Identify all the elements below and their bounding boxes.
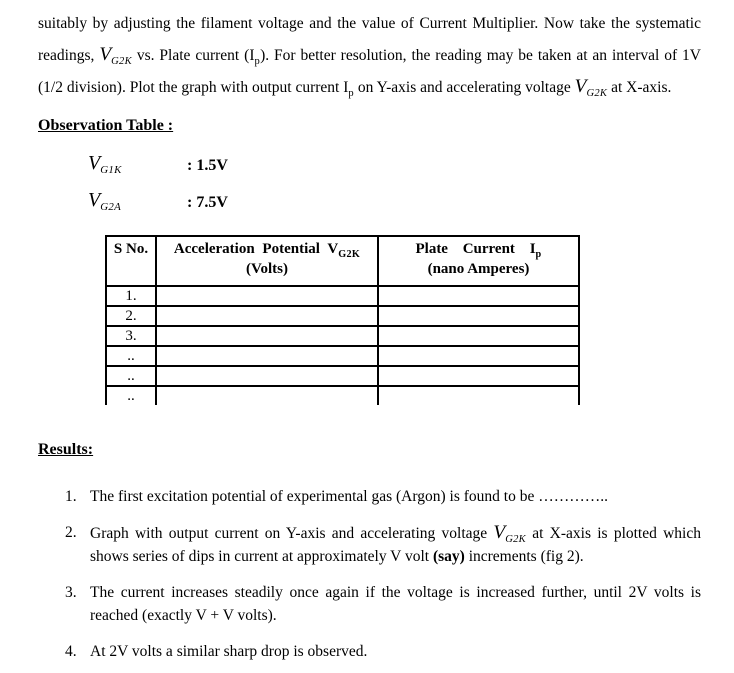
acceleration-potential-cell: [156, 366, 378, 386]
acceleration-potential-cell: [156, 286, 378, 306]
acceleration-potential-cell: [156, 386, 378, 405]
result-item-3: [38, 581, 701, 627]
col-header-sno-label: S No.: [113, 241, 149, 257]
table-row: [106, 386, 579, 405]
setting-value-vg1k: : 1.5V: [187, 157, 228, 174]
result-number: 1.: [65, 488, 77, 505]
results-heading: Results:: [38, 441, 94, 458]
acceleration-potential-cell: [156, 306, 378, 326]
settings-list: [88, 152, 228, 226]
result-text: The first excitation potential of experimental gas (Argon) is found to be …………..: [90, 488, 608, 505]
plate-current-cell: [378, 326, 579, 346]
setting-row-vg1k: [88, 152, 228, 189]
table-row: [106, 346, 579, 366]
plate-current-cell: [378, 366, 579, 386]
result-item-2: [38, 521, 701, 568]
col-header-plate-current-label: Plate Current $I_p$: [415, 241, 542, 260]
observation-table-heading: Observation Table :: [38, 117, 174, 134]
results-section: [38, 440, 701, 673]
plate-current-cell: [378, 306, 579, 326]
col-header-acceleration-potential-unit: (Volts): [246, 261, 288, 277]
result-item-1: [38, 485, 701, 508]
observation-table: [105, 235, 580, 405]
col-header-plate-current: [378, 236, 579, 286]
setting-row-vg2a: [88, 189, 228, 226]
result-number: 3.: [65, 584, 77, 601]
plate-current-cell: [378, 386, 579, 405]
col-header-sno: [106, 236, 156, 286]
setting-label-vg2a: $V_{G2A}$: [88, 189, 122, 214]
result-text: At 2V volts a similar sharp drop is observed.: [90, 643, 368, 660]
table-header-row: [106, 236, 579, 286]
result-item-4: [38, 640, 701, 663]
result-text: The current increases steadily once again if the voltage is increased further, until 2V volts is reached (exactly V + V volts).: [90, 584, 701, 624]
col-header-acceleration-potential: [156, 236, 378, 286]
table-row: [106, 326, 579, 346]
col-header-plate-current-unit: (nano Amperes): [427, 261, 530, 277]
row-number-cell: 3.: [106, 326, 156, 346]
table-row: [106, 366, 579, 386]
intro-paragraph: suitably by adjusting the filament voltage and the value of Current Multiplier. Now take the systematic readings, $V_{G2K}$ vs. Plate current $(I_p)$. For better resolution, the reading may be taken at an interval of 1V (1/2 division). Plot the graph with output current $I_p$ on Y-axis and accelerating voltage $V_{G2K}$ at X-axis.: [38, 15, 702, 100]
row-number-cell: 2.: [106, 306, 156, 326]
setting-value-vg2a: : 7.5V: [187, 194, 228, 211]
acceleration-potential-cell: [156, 326, 378, 346]
col-header-acceleration-potential-label: Acceleration Potential $V_{G2K}$: [173, 241, 361, 260]
result-text: Graph with output current on Y-axis and accelerating voltage $V_{G2K}$ at X-axis is plotted which shows series of dips in current at approximately V volt (say) increments (fig 2).: [90, 522, 701, 565]
result-number: 2.: [65, 524, 77, 541]
row-number-cell: ..: [106, 386, 156, 405]
plate-current-cell: [378, 286, 579, 306]
result-number: 4.: [65, 643, 77, 660]
table-row: [106, 286, 579, 306]
setting-label-vg1k: $V_{G1K}$: [88, 152, 122, 177]
row-number-cell: 1.: [106, 286, 156, 306]
table-row: [106, 306, 579, 326]
acceleration-potential-cell: [156, 346, 378, 366]
row-number-cell: ..: [106, 366, 156, 386]
plate-current-cell: [378, 346, 579, 366]
row-number-cell: ..: [106, 346, 156, 366]
